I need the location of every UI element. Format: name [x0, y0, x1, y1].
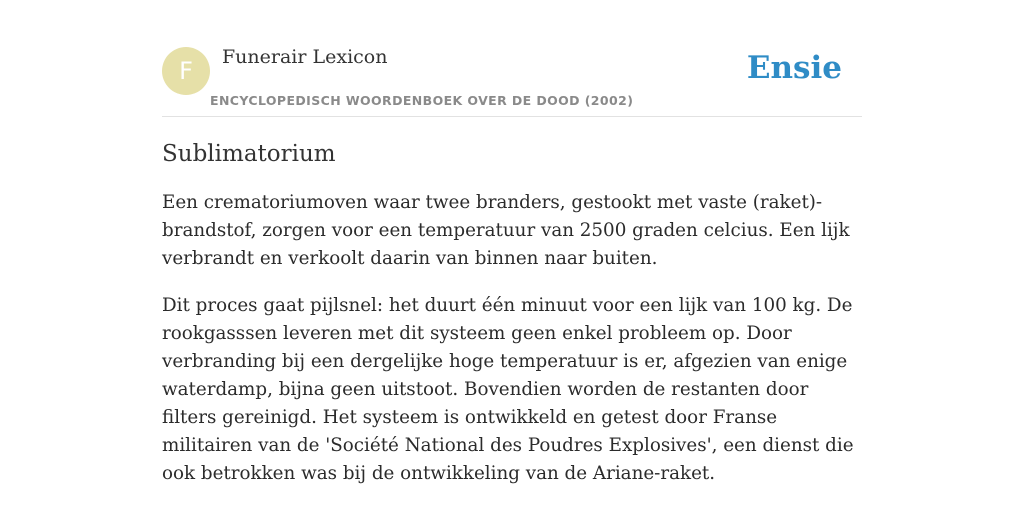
definition-card: [162, 40, 862, 507]
card-header: [162, 40, 862, 117]
definition-paragraph: Dit proces gaat pijlsnel: het duurt één minuut voor een lijk van 100 kg. De rookgasssen leveren met dit systeem geen enkel probleem op. Door verbranding bij een dergelijke hoge temperatuur is er, afgezien van enige waterdamp, bijna geen uitstoot. Bovendien worden de restanten door filters gereinigd. Het systeem is ontwikkeld en getest door Franse militairen van de 'Société National des Poudres Explosives', een dienst die ook betrokken was bij de ontwikkeling van de Ariane-raket.: [162, 295, 854, 484]
definition-paragraph: Een crematoriumoven waar twee branders, gestookt met vaste (raket)-brandstof, zorgen voor een temperatuur van 2500 graden celcius. Een lijk verbrandt en verkoolt daarin van binnen naar buiten.: [162, 192, 850, 269]
entry-term: Sublimatorium: [162, 141, 336, 167]
source-subtitle: ENCYCLOPEDISCH WOORDENBOEK OVER DE DOOD (2002): [210, 93, 634, 108]
source-title[interactable]: Funerair Lexicon: [222, 46, 388, 68]
ensie-logo[interactable]: Ensie: [746, 50, 842, 86]
source-avatar: F: [162, 47, 210, 95]
